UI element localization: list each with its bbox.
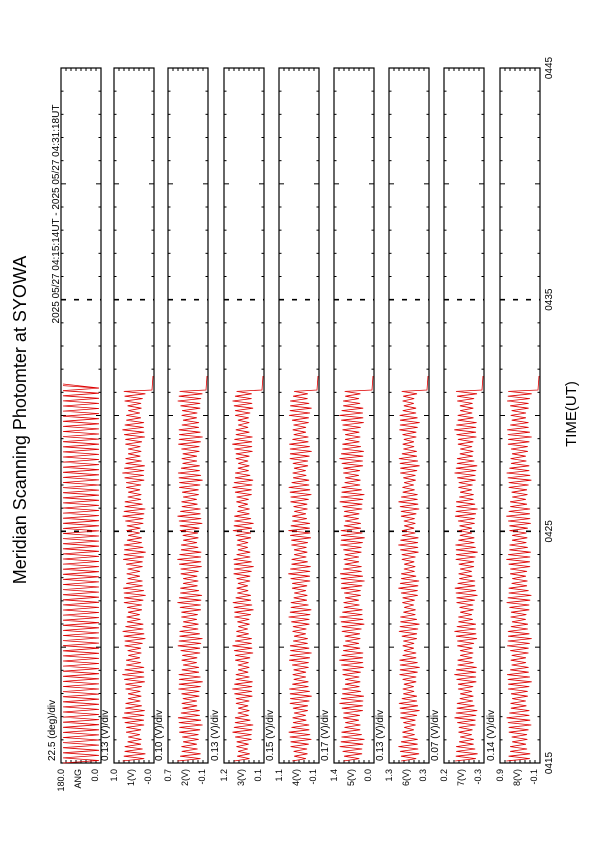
x-tick-label: 0425 xyxy=(544,520,555,543)
channel-label: 7(V) xyxy=(456,769,466,787)
scale-label: 0.10 (V)/div xyxy=(154,709,165,761)
scale-label: 22.5 (deg)/div xyxy=(47,699,58,761)
panel-4 xyxy=(224,68,264,763)
channel-label: ANG xyxy=(73,769,83,789)
data-trace xyxy=(506,376,539,761)
scale-label: 0.07 (V)/div xyxy=(430,709,441,761)
data-trace xyxy=(63,384,99,763)
channel-label: 5(V) xyxy=(346,769,356,787)
y-max-label: 180.0 xyxy=(56,769,66,792)
channel-label: 4(V) xyxy=(291,769,301,787)
scale-label: 0.14 (V)/div xyxy=(486,709,497,761)
panel-2 xyxy=(114,68,154,763)
panel-1 xyxy=(61,68,101,763)
y-max-label: 1.4 xyxy=(329,769,339,782)
channel-label: 6(V) xyxy=(401,769,411,787)
scale-label: 0.13 (V)/div xyxy=(100,709,111,761)
x-axis-label: TIME(UT) xyxy=(563,381,580,447)
data-trace xyxy=(177,376,207,761)
panel-9 xyxy=(500,68,540,763)
panel-group xyxy=(47,56,555,791)
y-min-label: 0.0 xyxy=(363,769,373,782)
scale-label: 0.15 (V)/div xyxy=(265,709,276,761)
panel-frame xyxy=(168,68,208,763)
y-min-label: -0.0 xyxy=(143,769,153,785)
y-min-label: 0.0 xyxy=(90,769,100,782)
data-trace xyxy=(288,376,318,761)
y-min-label: -0.3 xyxy=(473,769,483,785)
y-max-label: 0.2 xyxy=(439,769,449,782)
y-min-label: -0.1 xyxy=(197,769,207,785)
time-range-label: 2025 05/27 04:15:14UT - 2025 05/27 04:31:18UT xyxy=(51,104,62,324)
x-tick-label: 0415 xyxy=(544,751,555,775)
data-trace xyxy=(454,376,483,761)
x-tick-label: 0435 xyxy=(544,288,555,311)
scale-label: 0.17 (V)/div xyxy=(320,709,331,761)
scale-label: 0.13 (V)/div xyxy=(210,709,221,761)
panel-5 xyxy=(279,68,319,763)
y-min-label: 0.3 xyxy=(418,769,428,782)
data-trace xyxy=(339,376,373,761)
panel-8 xyxy=(444,68,484,763)
data-trace xyxy=(398,376,428,761)
channel-label: 1(V) xyxy=(126,769,136,787)
chart-title: Meridian Scanning Photomter at SYOWA xyxy=(10,255,30,585)
x-tick-label: 0445 xyxy=(544,56,555,80)
y-min-label: -0.1 xyxy=(308,769,318,785)
scale-label: 0.13 (V)/div xyxy=(375,709,386,761)
y-min-label: 0.1 xyxy=(253,769,263,782)
y-max-label: 1.2 xyxy=(219,769,229,782)
data-trace xyxy=(122,376,153,761)
y-min-label: -0.1 xyxy=(529,769,539,785)
panel-6 xyxy=(334,68,374,763)
panel-7 xyxy=(389,68,429,763)
y-max-label: 0.7 xyxy=(163,769,173,782)
y-max-label: 0.9 xyxy=(495,769,505,782)
panel-3 xyxy=(168,68,208,763)
data-trace xyxy=(232,376,263,761)
y-max-label: 1.3 xyxy=(384,769,394,782)
channel-label: 2(V) xyxy=(180,769,190,787)
channel-label: 3(V) xyxy=(236,769,246,787)
y-max-label: 1.1 xyxy=(274,769,284,782)
y-max-label: 1.0 xyxy=(109,769,119,782)
channel-label: 8(V) xyxy=(512,769,522,787)
